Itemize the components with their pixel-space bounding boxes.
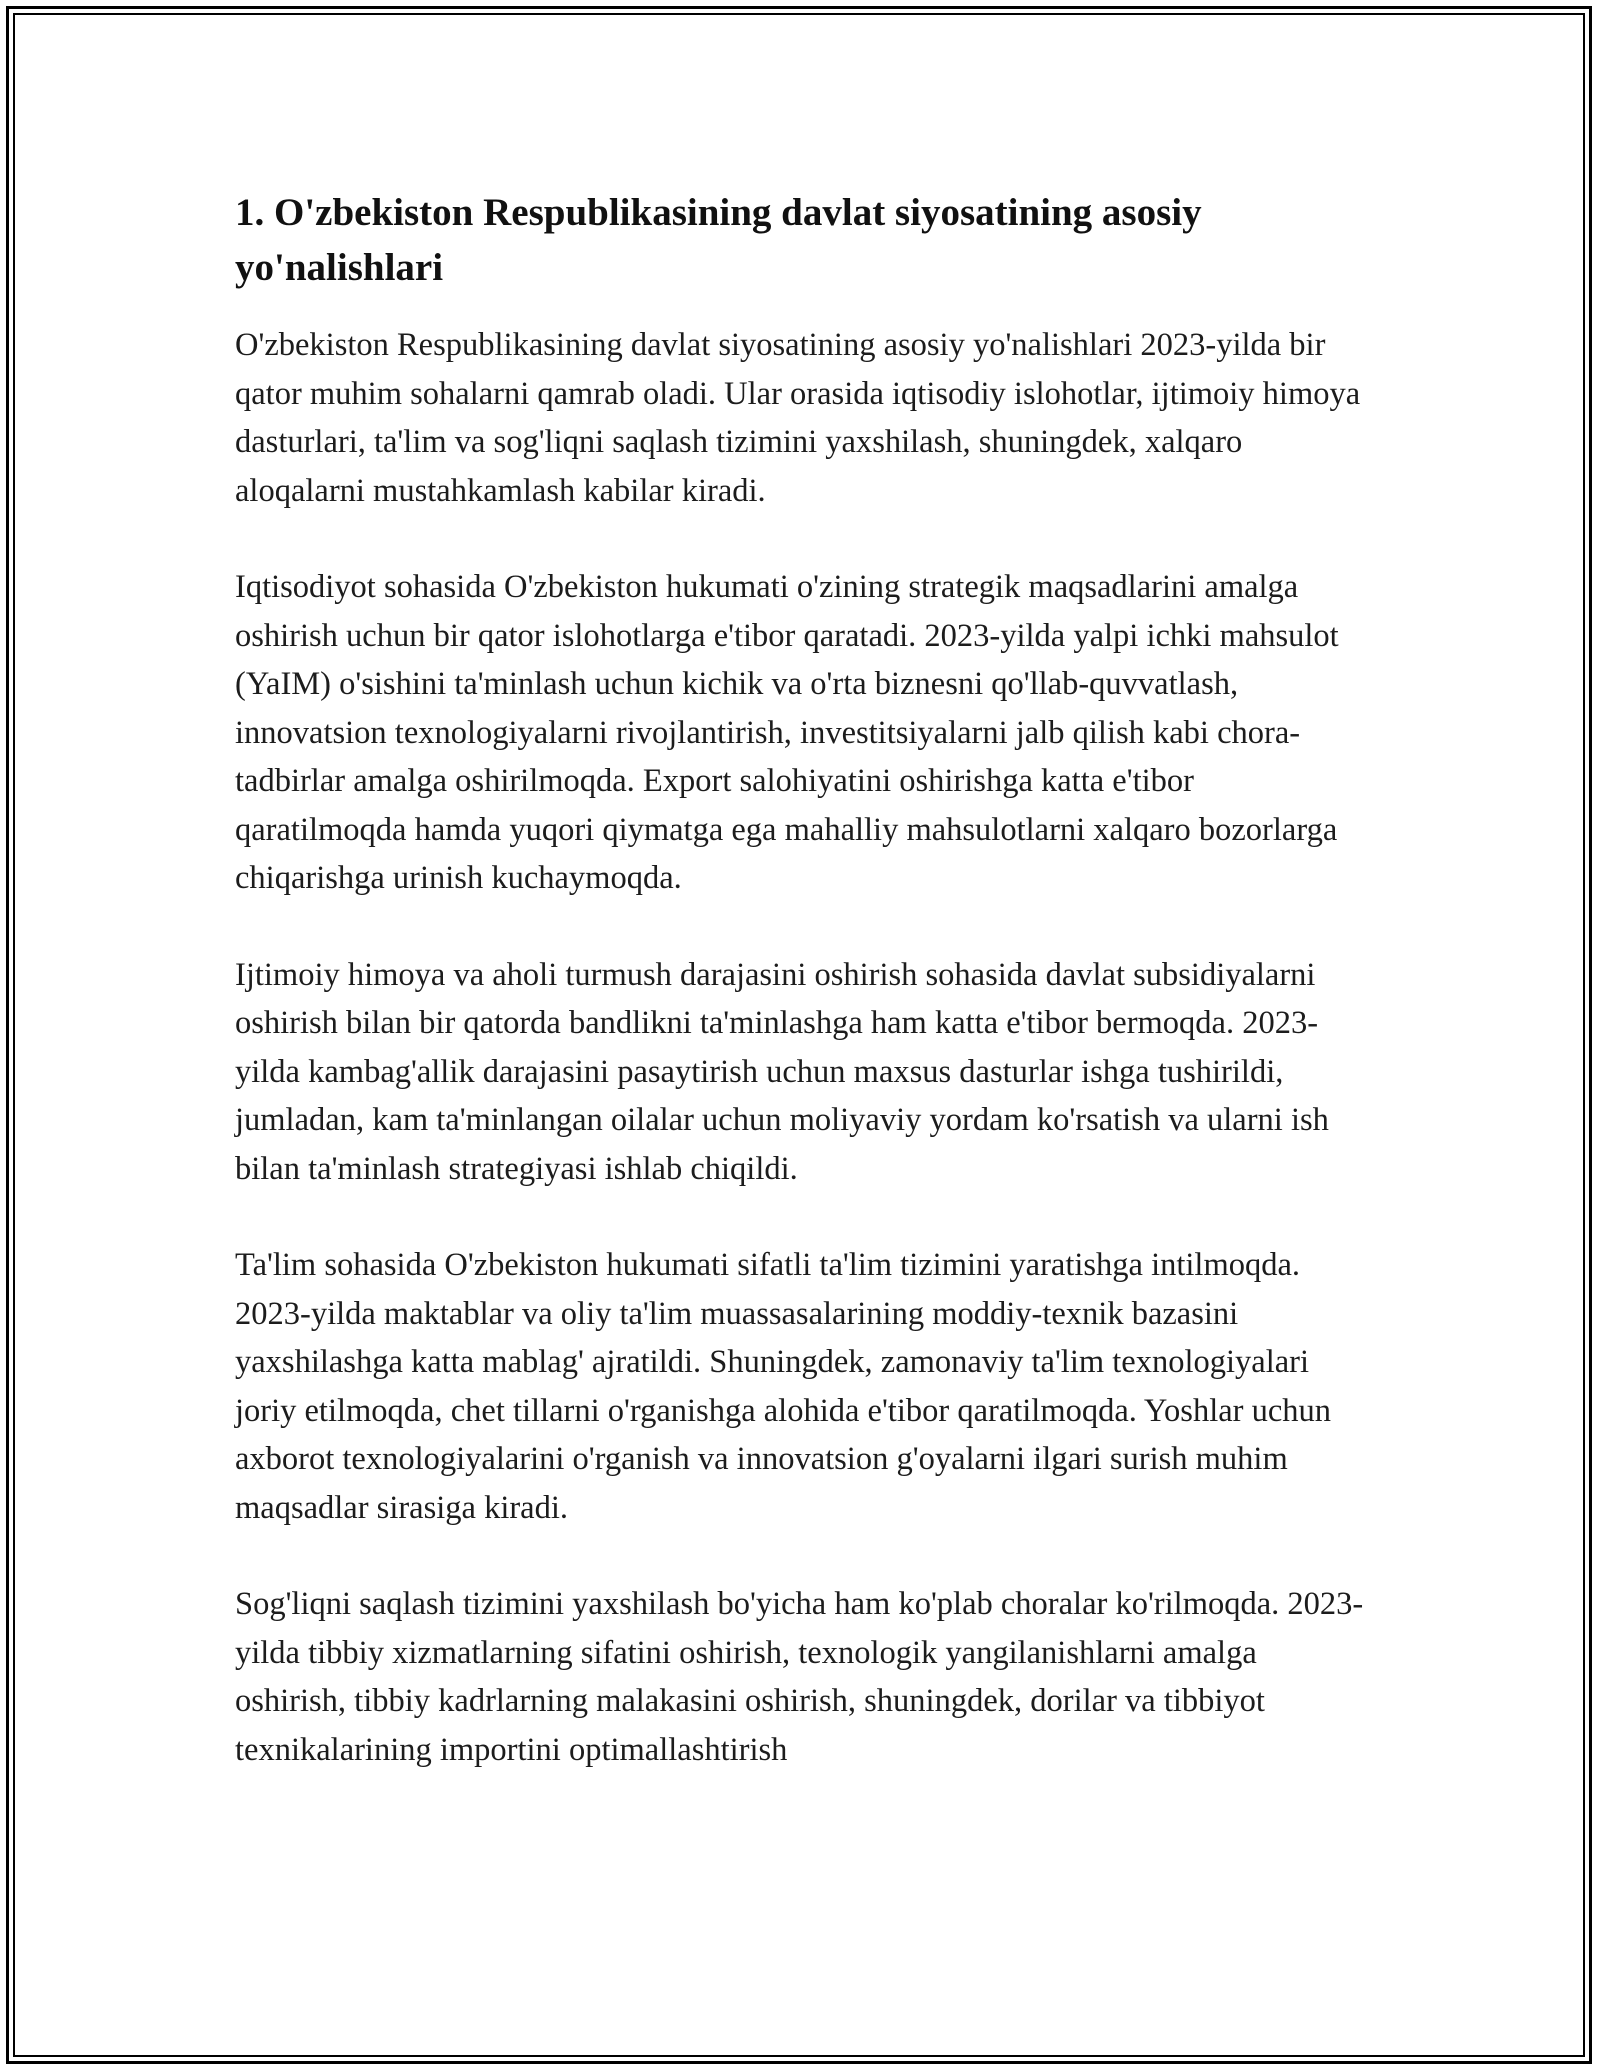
paragraph-economy: Iqtisodiyot sohasida O'zbekiston hukumati o'zining strategik maqsadlarini amalga oshirish uchun bir qator islohotlarga e'tibor qaratadi. 2023-yilda yalpi ichki mahsulot (YaIM) o'sishini ta'minlash uchun kichik va o'rta biznesni qo'llab-quvvatlash, innovatsion texnologiyalarni rivojlantirish, investitsiyalarni jalb qilish kabi chora-tadbirlar amalga oshirilmoqda. Export salohiyatini oshirishga katta e'tibor qaratilmoqda hamda yuqori qiymatga ega mahalliy mahsulotlarni xalqaro bozorlarga chiqarishga urinish kuchaymoqda. bbox=[235, 569, 1339, 896]
paragraph-education: Ta'lim sohasida O'zbekiston hukumati sifatli ta'lim tizimini yaratishga intilmoqda. 2023-yilda maktablar va oliy ta'lim muassasalarining moddiy-texnik bazasini yaxshilashga katta mablag' ajratildi. Shuningdek, zamonaviy ta'lim texnologiyalari joriy etilmoqda, chet tillarni o'rganishga alohida e'tibor qaratilmoqda. Yoshlar uchun axborot texnologiyalarini o'rganish va innovatsion g'oyalarni ilgari surish muhim maqsadlar sirasiga kiradi. bbox=[235, 1247, 1332, 1526]
paragraph-intro: O'zbekiston Respublikasining davlat siyosatining asosiy yo'nalishlari 2023-yilda bir qator muhim sohalarni qamrab oladi. Ular orasida iqtisodiy islohotlar, ijtimoiy himoya dasturlari, ta'lim va sog'liqni saqlash tizimini yaxshilash, shuningdek, xalqaro aloqalarni mustahkamlash kabilar kiradi. bbox=[235, 327, 1361, 509]
paragraph-social-protection: Ijtimoiy himoya va aholi turmush darajasini oshirish sohasida davlat subsidiyalarni oshirish bilan bir qatorda bandlikni ta'minlashga ham katta e'tibor bermoqda. 2023-yilda kambag'allik darajasini pasaytirish uchun maxsus dasturlar ishga tushirildi, jumladan, kam ta'minlangan oilalar uchun moliyaviy yordam ko'rsatish va ularni ish bilan ta'minlash strategiyasi ishlab chiqildi. bbox=[235, 956, 1329, 1187]
section-heading: 1. O'zbekiston Respublikasining davlat siyosatining asosiy yo'nalishlari bbox=[235, 191, 1202, 289]
paragraph-healthcare: Sog'liqni saqlash tizimini yaxshilash bo'yicha ham ko'plab choralar ko'rilmoqda. 2023-yilda tibbiy xizmatlarning sifatini oshirish, texnologik yangilanishlarni amalga oshirish, tibbiy kadrlarning malakasini oshirish, shuningdek, dorilar va tibbiyot texnikalarining importini optimallashtirish bbox=[235, 1586, 1364, 1768]
document-body bbox=[235, 185, 1370, 1822]
